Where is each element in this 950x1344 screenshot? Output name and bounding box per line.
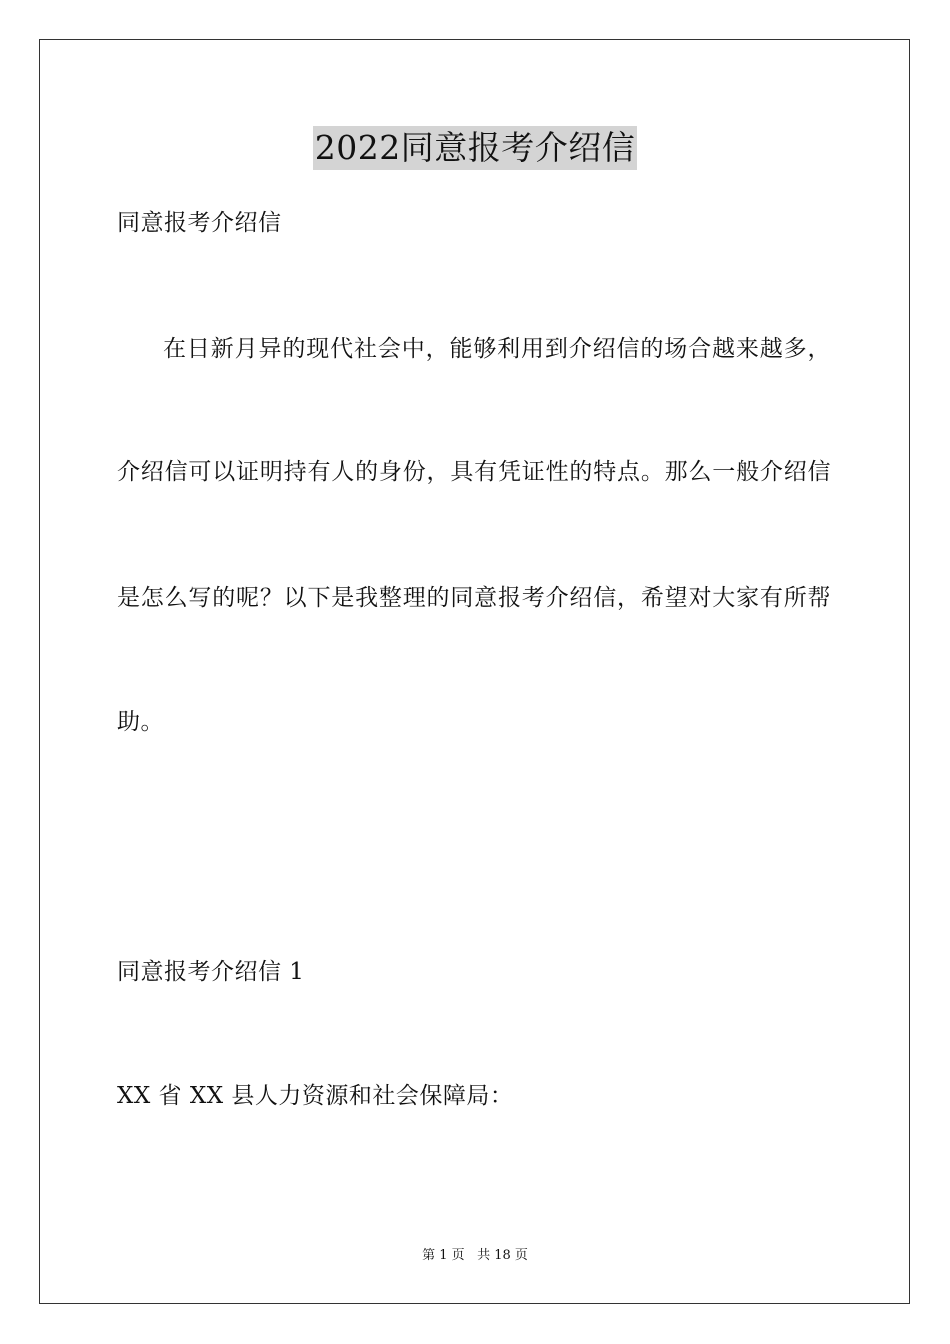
document-title: 2022同意报考介绍信 xyxy=(313,126,637,170)
total-pages: 共 18 页 xyxy=(477,1248,528,1263)
document-title-wrapper xyxy=(0,126,950,170)
page-number: 第 1 页 xyxy=(422,1248,465,1263)
document-subtitle: 同意报考介绍信 xyxy=(117,210,282,236)
intro-line-3: 是怎么写的呢？以下是我整理的同意报考介绍信，希望对大家有所帮 xyxy=(117,585,831,611)
intro-line-4: 助。 xyxy=(117,709,164,735)
page-footer xyxy=(0,1247,950,1265)
intro-line-1: 在日新月异的现代社会中，能够利用到介绍信的场合越来越多， xyxy=(163,336,831,362)
salutation: XX 省 XX 县人力资源和社会保障局： xyxy=(117,1083,514,1109)
intro-line-2: 介绍信可以证明持有人的身份，具有凭证性的特点。那么一般介绍信 xyxy=(117,459,831,485)
section-heading: 同意报考介绍信 1 xyxy=(117,959,305,985)
